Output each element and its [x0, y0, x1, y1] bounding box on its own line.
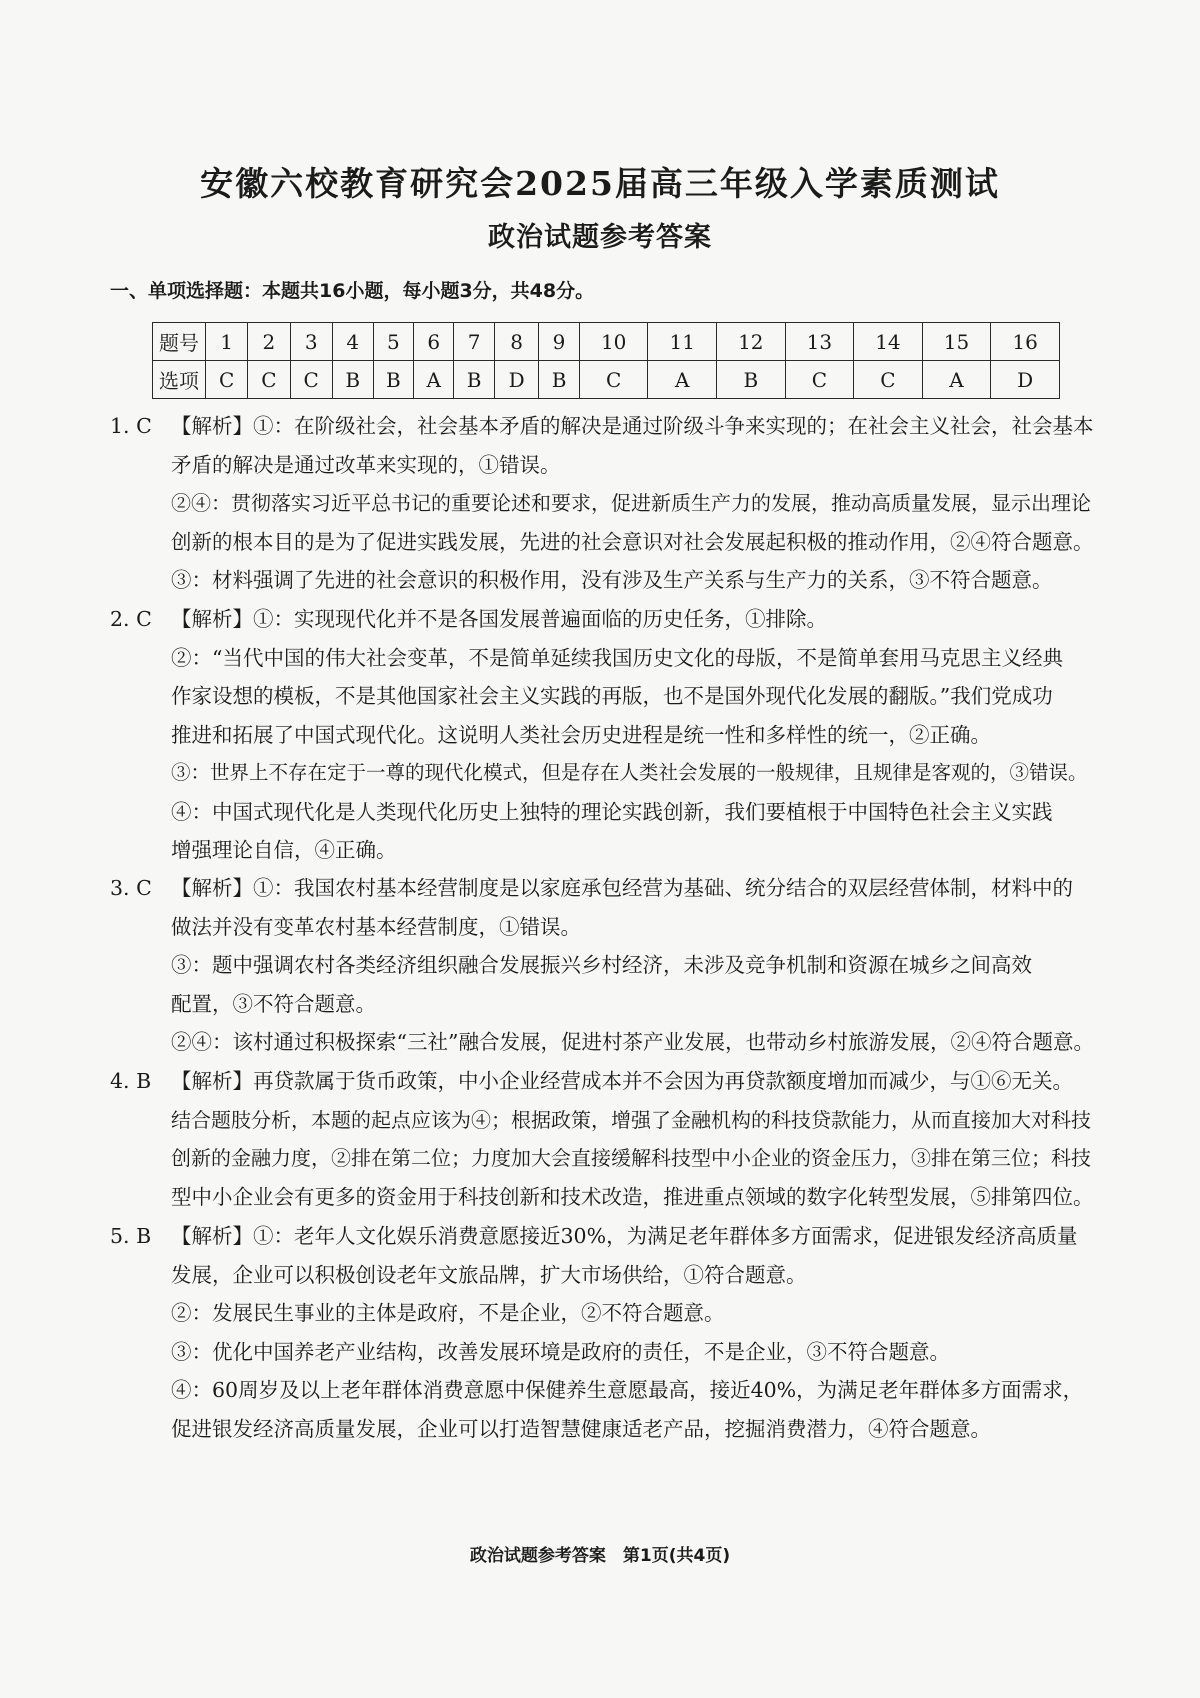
question-number: 8	[495, 323, 539, 361]
answer-cell: D	[495, 361, 539, 399]
explanation-line: 型中小企业会有更多的资金用于科技创新和技术改造，推进重点领域的数字化转型发展，⑤排第四位。	[171, 1184, 1094, 1209]
explanation-line: ③：世界上不存在定于一尊的现代化模式，但是存在人类社会发展的一般规律，且规律是客观的，③错误。	[171, 761, 1088, 784]
question-number: 4	[332, 323, 373, 361]
explanation-line: 促进银发经济高质量发展，企业可以打造智慧健康适老产品，挖掘消费潜力，④符合题意。	[171, 1416, 991, 1441]
question-number: 5	[373, 323, 414, 361]
answer-cell: C	[579, 361, 648, 399]
explanation-line: 【解析】①：我国农村基本经营制度是以家庭承包经营为基础、统分结合的双层经营体制，材料中的	[171, 876, 1073, 900]
explanation-q5	[110, 1217, 1100, 1448]
explanation-line: ②④：该村通过积极探索“三社”融合发展，促进村茶产业发展，也带动乡村旅游发展，②④符合题意。	[171, 1030, 1094, 1054]
page-subtitle: 政治试题参考答案	[488, 222, 712, 253]
question-number: 6	[414, 323, 454, 361]
question-number: 14	[854, 323, 923, 361]
explanation-line: ③：优化中国养老产业结构，改善发展环境是政府的责任，不是企业，③不符合题意。	[171, 1339, 950, 1364]
explanation-line: 【解析】再贷款属于货币政策，中小企业经营成本并不会因为再贷款额度增加而减少，与①⑥无关。	[171, 1069, 1073, 1093]
page-title: 安徽六校教育研究会2025届高三年级入学素质测试	[200, 164, 1000, 203]
explanation-q4	[110, 1062, 1100, 1216]
row-label-answer: 选项	[153, 361, 206, 399]
answer-cell: A	[922, 361, 991, 399]
answer-cell: C	[248, 361, 290, 399]
explanation-line: 结合题肢分析，本题的起点应该为④；根据政策，增强了金融机构的科技贷款能力，从而直接加大对科技	[171, 1107, 1091, 1132]
question-label: 3. C	[110, 876, 152, 900]
question-number: 10	[579, 323, 648, 361]
page-footer: 政治试题参考答案 第1页(共4页)	[469, 1546, 731, 1566]
explanation-line: 做法并没有变革农村基本经营制度，①错误。	[171, 914, 581, 939]
explanation-line: ②：发展民生事业的主体是政府，不是企业，②不符合题意。	[171, 1301, 725, 1325]
explanation-line: 【解析】①：实现现代化并不是各国发展普遍面临的历史任务，①排除。	[171, 607, 827, 631]
answer-cell: B	[717, 361, 786, 399]
explanation-line: ②④：贯彻落实习近平总书记的重要论述和要求，促进新质生产力的发展，推动高质量发展，显示出理论	[171, 491, 1091, 515]
question-label: 2. C	[110, 607, 152, 631]
explanation-line: 推进和拓展了中国式现代化。这说明人类社会历史进程是统一性和多样性的统一，②正确。	[171, 722, 991, 747]
question-number: 1	[206, 323, 248, 361]
question-number-row	[153, 323, 1060, 361]
question-label: 4. B	[110, 1069, 152, 1093]
explanation-line: ④：中国式现代化是人类现代化历史上独特的理论实践创新，我们要植根于中国特色社会主义实践	[171, 799, 1053, 824]
question-number: 3	[290, 323, 332, 361]
answer-row	[153, 361, 1060, 399]
row-label-question: 题号	[153, 323, 206, 361]
explanation-line: 创新的金融力度，②排在第二位；力度加大会直接缓解科技型中小企业的资金压力，③排在第三位；科技	[171, 1146, 1091, 1170]
explanation-q2	[110, 600, 1100, 870]
question-label: 1. C	[110, 414, 152, 438]
explanation-line: 配置，③不符合题意。	[171, 991, 376, 1016]
question-number: 16	[991, 323, 1060, 361]
answer-cell: A	[414, 361, 454, 399]
explanation-line: ②：“当代中国的伟大社会变革，不是简单延续我国历史文化的母版，不是简单套用马克思主义经典	[171, 645, 1063, 670]
answer-cell: B	[454, 361, 495, 399]
explanation-line: 创新的根本目的是为了促进实践发展，先进的社会意识对社会发展起积极的推动作用，②④符合题意。	[171, 529, 1094, 554]
answer-cell: C	[290, 361, 332, 399]
explanation-line: 增强理论自信，④正确。	[171, 838, 397, 862]
question-number: 11	[648, 323, 717, 361]
section-heading: 一、单项选择题：本题共16小题，每小题3分，共48分。	[110, 280, 595, 302]
explanation-line: 【解析】①：老年人文化娱乐消费意愿接近30%，为满足老年群体多方面需求，促进银发经济高质量	[171, 1224, 1078, 1248]
explanation-line: 【解析】①：在阶级社会，社会基本矛盾的解决是通过阶级斗争来实现的；在社会主义社会，社会基本	[171, 414, 1094, 438]
answer-cell: D	[991, 361, 1060, 399]
explanation-q3	[110, 869, 1100, 1062]
question-number: 2	[248, 323, 290, 361]
question-number: 7	[454, 323, 495, 361]
explanation-line: 作家设想的模板，不是其他国家社会主义实践的再版，也不是国外现代化发展的翻版。”我们党成功	[171, 684, 1053, 708]
answer-cell: C	[854, 361, 923, 399]
answer-cell: B	[539, 361, 580, 399]
explanation-line: 发展，企业可以积极创设老年文旅品牌，扩大市场供给，①符合题意。	[171, 1262, 807, 1287]
explanation-line: ③：题中强调农村各类经济组织融合发展振兴乡村经济，未涉及竞争机制和资源在城乡之间高效	[171, 953, 1032, 977]
question-number: 12	[717, 323, 786, 361]
question-label: 5. B	[110, 1224, 152, 1248]
answer-cell: C	[206, 361, 248, 399]
answer-cell: B	[373, 361, 414, 399]
explanation-line: ③：材料强调了先进的社会意识的积极作用，没有涉及生产关系与生产力的关系，③不符合题意。	[171, 568, 1053, 592]
answer-cell: A	[648, 361, 717, 399]
question-number: 15	[922, 323, 991, 361]
answer-table	[152, 322, 1060, 399]
answer-cell: C	[785, 361, 854, 399]
explanation-line: 矛盾的解决是通过改革来实现的，①错误。	[171, 452, 561, 477]
explanation-line: ④：60周岁及以上老年群体消费意愿中保健养生意愿最高，接近40%，为满足老年群体多方面需求，	[171, 1378, 1084, 1402]
explanation-q1	[110, 407, 1100, 600]
answer-cell: B	[332, 361, 373, 399]
question-number: 13	[785, 323, 854, 361]
question-number: 9	[539, 323, 580, 361]
